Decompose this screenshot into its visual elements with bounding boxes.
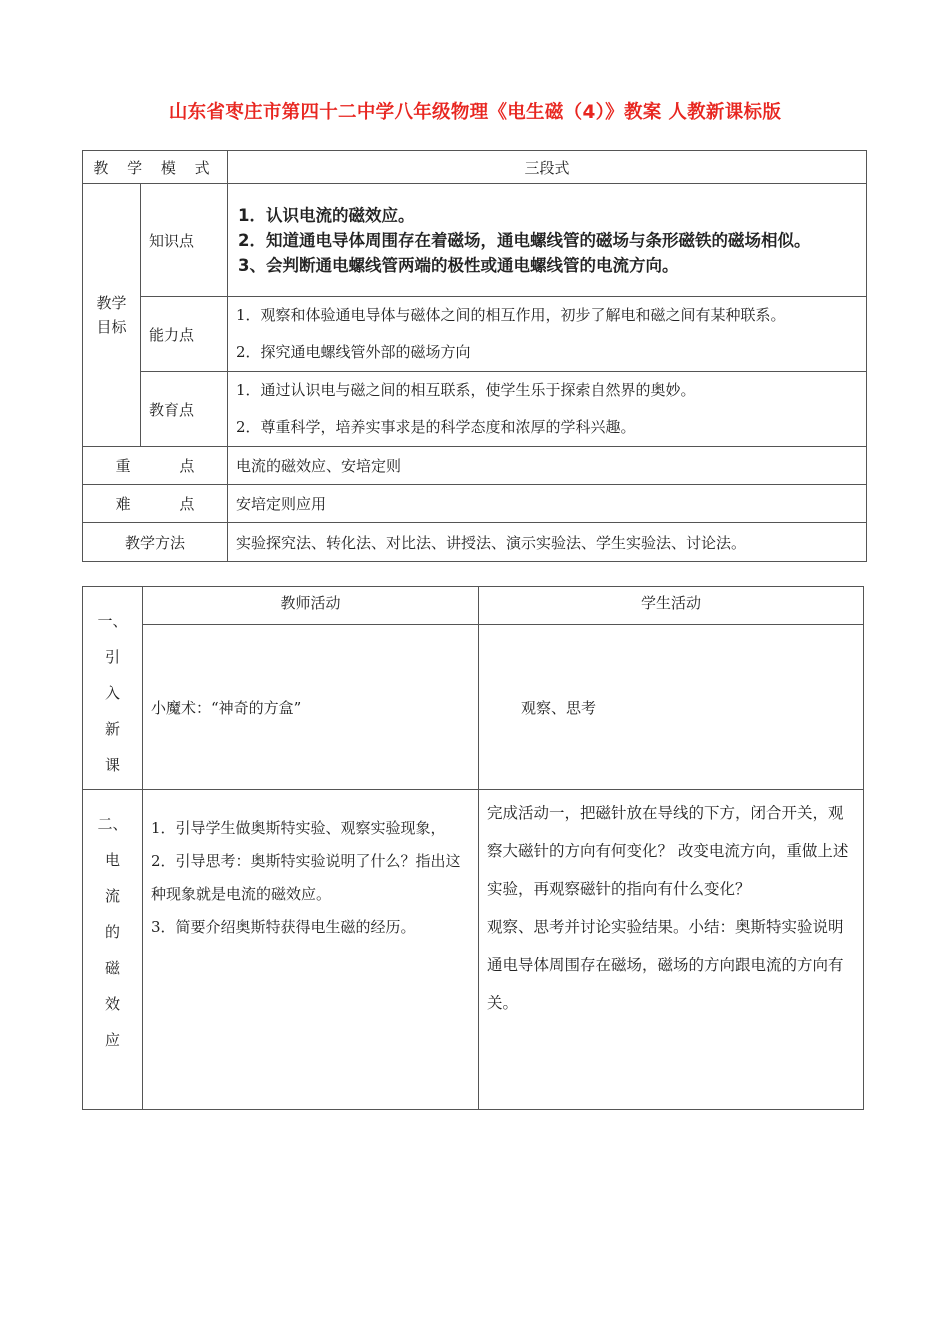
key-row xyxy=(83,447,867,485)
section2-label-char: 的 xyxy=(104,923,120,941)
education-item: 1．通过认识电与磁之间的相互联系，使学生乐于探索自然界的奥妙。 xyxy=(236,381,696,399)
section1-label-char: 入 xyxy=(104,684,120,702)
education-content xyxy=(228,372,867,447)
process-table xyxy=(82,586,864,1110)
teacher-activity-header: 教师活动 xyxy=(143,587,479,625)
section1-label-char: 新 xyxy=(104,720,120,738)
teacher-step: 1．引导学生做奥斯特实验、观察实验现象， xyxy=(151,819,446,837)
knowledge-content xyxy=(228,184,867,297)
page-title: 山东省枣庄市第四十二中学八年级物理《电生磁（4）》教案 人教新课标版 xyxy=(168,102,782,123)
section2-label-char: 流 xyxy=(104,887,120,905)
ability-row xyxy=(83,297,867,372)
difficult-row xyxy=(83,485,867,523)
education-label: 教育点 xyxy=(141,372,228,447)
knowledge-item: 3、会判断通电螺线管两端的极性或通电螺线管的电流方向。 xyxy=(238,255,679,275)
section2-label-char: 磁 xyxy=(104,959,120,977)
education-item: 2．尊重科学，培养实事求是的科学态度和浓厚的学科兴趣。 xyxy=(236,418,636,436)
key-value: 电流的磁效应、安培定则 xyxy=(228,447,867,485)
section1-row xyxy=(83,625,864,790)
section1-label xyxy=(83,587,143,790)
section2-label-char: 效 xyxy=(104,995,120,1013)
section1-label-char: 引 xyxy=(104,648,120,666)
student-step: 完成活动一，把磁针放在导线的下方，闭合开关，观察大磁针的方向有何变化？ 改变电流方向，重做上述实验，再观察磁针的指向有什么变化？ xyxy=(487,804,849,898)
student-activity-header: 学生活动 xyxy=(479,587,864,625)
mode-row xyxy=(83,151,867,184)
section1-teacher: 小魔术：“神奇的方盒” xyxy=(143,625,479,790)
method-value: 实验探究法、转化法、对比法、讲授法、演示实验法、学生实验法、讨论法。 xyxy=(228,523,867,562)
section2-label-char: 电 xyxy=(104,851,120,869)
ability-label: 能力点 xyxy=(141,297,228,372)
student-step: 观察、思考并讨论实验结果。小结：奥斯特实验说明通电导体周围存在磁场，磁场的方向跟电流的方向有关。 xyxy=(487,918,844,1012)
knowledge-item: 2．知道通电导体周围存在着磁场，通电螺线管的磁场与条形磁铁的磁场相似。 xyxy=(238,230,811,250)
goals-label: 教学目标 xyxy=(83,184,141,447)
teacher-step: 2．引导思考：奥斯特实验说明了什么？指出这种现象就是电流的磁效应。 xyxy=(151,852,461,903)
section1-student: 观察、思考 xyxy=(479,625,864,790)
education-row xyxy=(83,372,867,447)
section2-row xyxy=(83,790,864,1110)
section2-student xyxy=(479,790,864,1110)
section2-label-char: 应 xyxy=(104,1031,120,1049)
method-row xyxy=(83,523,867,562)
knowledge-row xyxy=(83,184,867,297)
mode-label: 教 学 模 式 xyxy=(83,151,228,184)
section1-label-char: 一、 xyxy=(97,612,128,630)
section2-teacher xyxy=(143,790,479,1110)
ability-item: 1．观察和体验通电导体与磁体之间的相互作用，初步了解电和磁之间有某种联系。 xyxy=(236,306,786,324)
mode-value: 三段式 xyxy=(228,151,867,184)
knowledge-label: 知识点 xyxy=(141,184,228,297)
lesson-info-table xyxy=(82,150,867,562)
section2-label xyxy=(83,790,143,1110)
difficult-value: 安培定则应用 xyxy=(228,485,867,523)
teacher-step: 3．简要介绍奥斯特获得电生磁的经历。 xyxy=(151,918,416,936)
knowledge-item: 1．认识电流的磁效应。 xyxy=(238,205,415,225)
process-header-row xyxy=(83,587,864,625)
ability-item: 2．探究通电螺线管外部的磁场方向 xyxy=(236,343,471,361)
key-label: 重 点 xyxy=(83,447,228,485)
ability-content xyxy=(228,297,867,372)
difficult-label: 难 点 xyxy=(83,485,228,523)
section1-label-char: 课 xyxy=(104,756,120,774)
method-label: 教学方法 xyxy=(83,523,228,562)
section2-label-char: 二、 xyxy=(97,815,128,833)
